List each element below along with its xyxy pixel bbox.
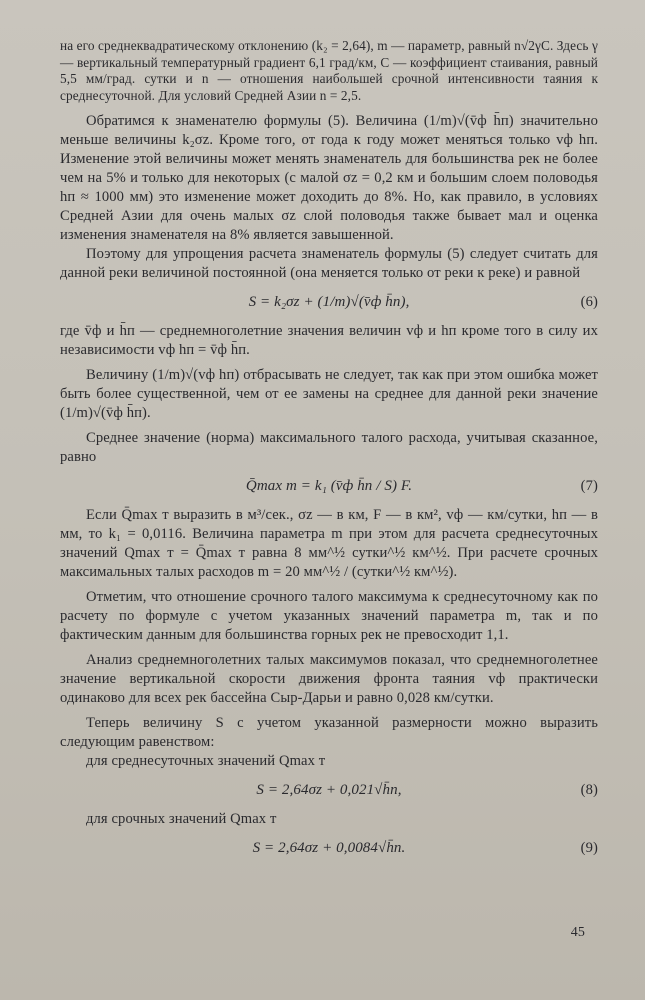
paragraph-9: Анализ среднемноголетних талых максимумов показал, что среднемноголетнее значение вертикальной скорости движения фронта таяния vф практически одинаково для всех рек бассейна Сыр-Дарьи и равно 0,028 км/сутки. <box>60 652 598 707</box>
label-8: для среднесуточных значений Qmax т <box>86 753 326 770</box>
paragraph-1: на его среднеквадратическому отклонению (k₂ = 2,64), m — параметр, равный n√2γC. Здесь γ — вертикальный температурный градиент 6,1 град/км, C — коэффициент стаивания, равный 5,5 мм/град. сутки и n — отношения наибольшей срочной интенсивности таяния к среднесуточной. Для условий Средней Азии n = 2,5. <box>60 38 598 103</box>
formula-8 <box>60 777 598 803</box>
formula-7 <box>60 473 598 499</box>
formula-6-number: (6) <box>580 294 598 311</box>
paragraph-7: Если Q̄max т выразить в м³/сек., σz — в км, F — в км², vф — км/сутки, hп — в мм, то k₁ = 0,0116. Величина параметра m при этом для расчета среднесуточных значений Qmax т = Q̄max т равна 8 мм^½ сутки^½ км^½. При расчете срочных максимальных талых расходов m = 20 мм^½ / (сутки^½ км^½). <box>60 507 598 581</box>
formula-6 <box>60 289 598 315</box>
paragraph-10: Теперь величину S с учетом указанной размерности можно выразить следующим равенством: <box>60 715 598 751</box>
formula-6-expression: S = k₂σz + (1/m)√(v̄ф h̄п), <box>248 294 410 311</box>
formula-7-expression: Q̄max т = k₁ (v̄ф h̄п / S) F. <box>245 478 413 495</box>
formula-8-number: (8) <box>580 782 598 799</box>
paragraph-8: Отметим, что отношение срочного талого максимума к среднесуточному как по расчету по формуле с учетом указанных значений параметра m, так и по фактическим данным для большинства горных рек не превосходит 1,1. <box>60 589 598 644</box>
formula-9-expression: S = 2,64σz + 0,0084√h̄п. <box>252 840 406 857</box>
formula-9-number: (9) <box>580 840 598 857</box>
formula-9 <box>60 835 598 861</box>
formula-8-expression: S = 2,64σz + 0,021√h̄п, <box>256 782 402 799</box>
formula-7-number: (7) <box>580 478 598 495</box>
paragraph-3: Поэтому для упрощения расчета знаменатель формулы (5) следует считать для данной реки величиной постоянной (она меняется только от реки к реке) и равной <box>60 246 598 282</box>
paragraph-4: где v̄ф и h̄п — среднемноголетние значения величин vф и hп кроме того в силу их независимости vф hп = v̄ф h̄п. <box>60 323 598 359</box>
label-9: для срочных значений Qmax т <box>86 811 277 828</box>
paragraph-6: Среднее значение (норма) максимального талого расхода, учитывая сказанное, равно <box>60 430 598 466</box>
page-number: 45 <box>570 925 585 940</box>
paragraph-5: Величину (1/m)√(vф hп) отбрасывать не следует, так как при этом ошибка может быть более существенной, чем от ее замены на среднее для данной реки значение (1/m)√(v̄ф h̄п). <box>60 367 598 422</box>
paragraph-2: Обратимся к знаменателю формулы (5). Величина (1/m)√(v̄ф h̄п) значительно меньше величины k₂σz. Кроме того, от года к году может меняться только vф hп. Изменение этой величины может менять знаменатель для большинства рек не более чем на 5% и только для некоторых (с малой σz = 0,2 км и большим слоем половодья hп ≈ 1000 мм) это изменение может доходить до 8%. Но, как правило, в условиях Средней Азии для очень малых σz слой половодья также бывает мал и оценка изменения знаменателя на 8% является завышенной. <box>60 113 598 244</box>
